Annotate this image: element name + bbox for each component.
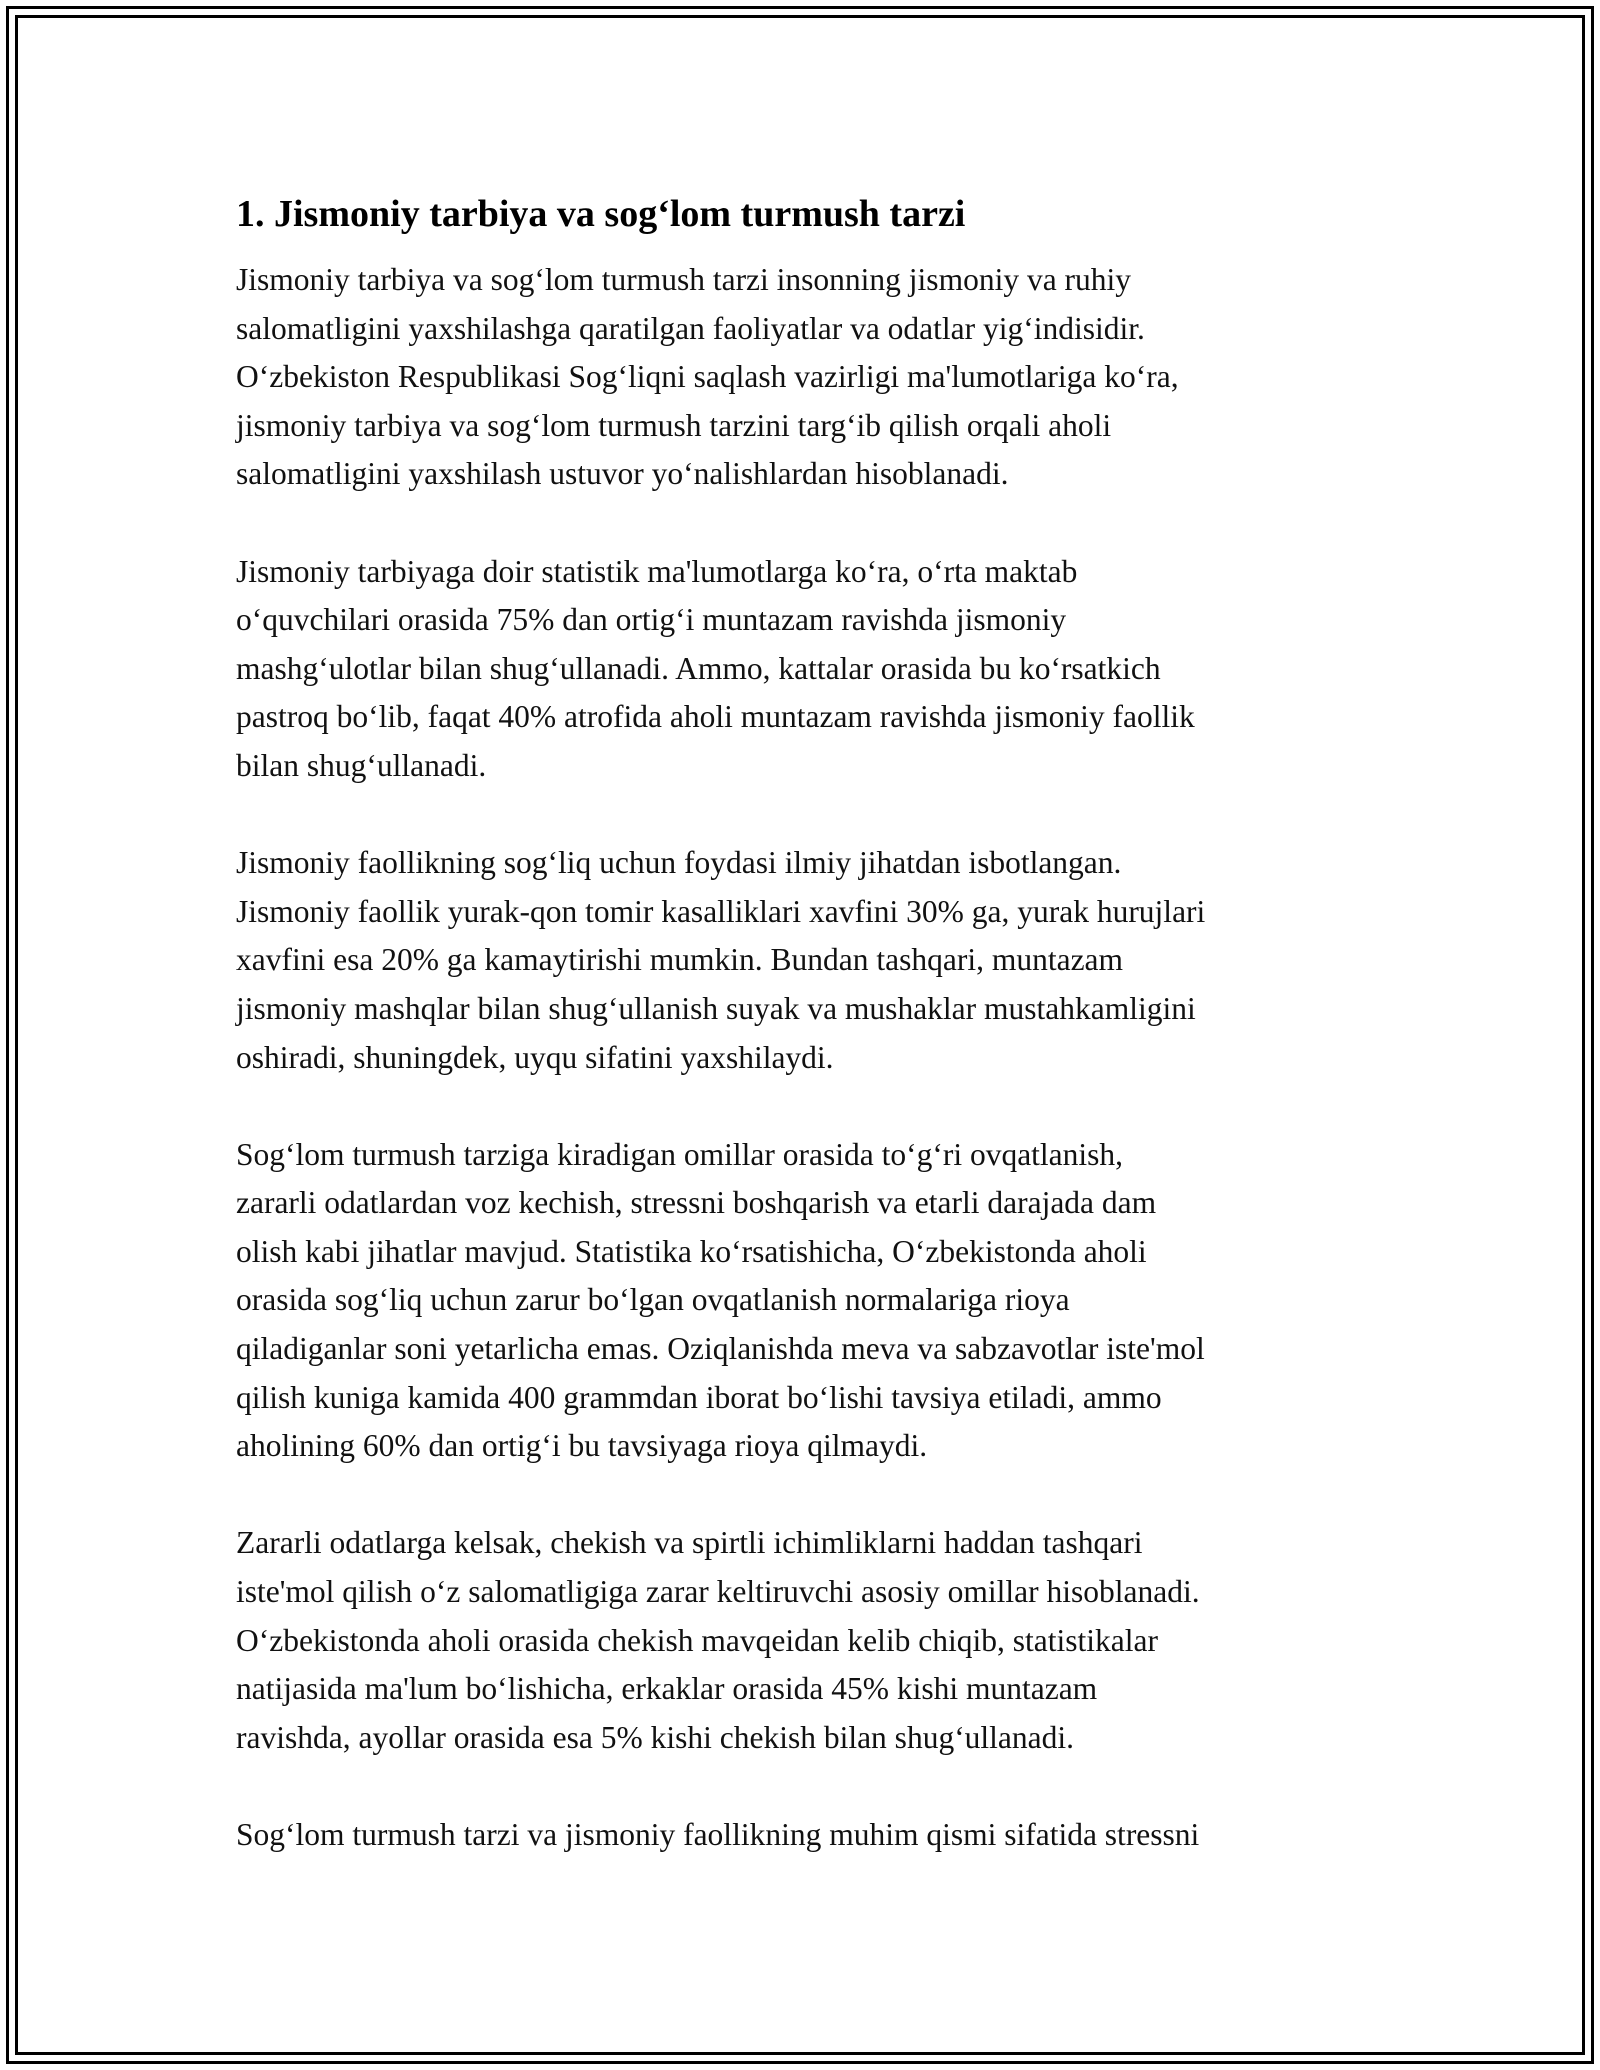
text-line: natijasida ma'lum bo‘lishicha, erkaklar orasida 45% kishi muntazam (236, 1671, 1098, 1707)
paragraph-container (236, 256, 1396, 1860)
text-line: olish kabi jihatlar mavjud. Statistika ko‘rsatishicha, O‘zbekistonda aholi (236, 1233, 1147, 1269)
document-body (236, 186, 1396, 1908)
text-line: Jismoniy tarbiya va sog‘lom turmush tarzi insonning jismoniy va ruhiy (236, 262, 1132, 297)
paragraph (236, 1131, 1396, 1471)
text-line: iste'mol qilish o‘z salomatligiga zarar keltiruvchi asosiy omillar hisoblanadi. (236, 1574, 1200, 1610)
text-line: Zararli odatlarga kelsak, chekish va spirtli ichimliklarni haddan tashqari (236, 1525, 1143, 1561)
text-line: mashg‘ulotlar bilan shug‘ullanadi. Ammo, kattalar orasida bu ko‘rsatkich (236, 650, 1161, 686)
text-line: O‘zbekiston Respublikasi Sog‘liqni saqlash vazirligi ma'lumotlariga ko‘ra, (236, 359, 1179, 395)
text-line: xavfini esa 20% ga kamaytirishi mumkin. Bundan tashqari, muntazam (236, 942, 1124, 978)
paragraph (236, 839, 1396, 1082)
text-line: oshiradi, shuningdek, uyqu sifatini yaxshilaydi. (236, 1039, 834, 1075)
text-line: qilish kuniga kamida 400 grammdan iborat bo‘lishi tavsiya etiladi, ammo (236, 1379, 1162, 1415)
text-line: Sog‘lom turmush tarziga kiradigan omillar orasida to‘g‘ri ovqatlanish, (236, 1136, 1124, 1172)
text-line: Jismoniy tarbiyaga doir statistik ma'lumotlarga ko‘ra, o‘rta maktab (236, 553, 1078, 589)
text-line: pastroq bo‘lib, faqat 40% atrofida aholi muntazam ravishda jismoniy faollik (236, 699, 1195, 735)
text-line: salomatligini yaxshilash ustuvor yo‘nalishlardan hisoblanadi. (236, 456, 1009, 492)
text-line: bilan shug‘ullanadi. (236, 747, 487, 783)
paragraph (236, 256, 1396, 499)
text-line: O‘zbekistonda aholi orasida chekish mavqeidan kelib chiqib, statistikalar (236, 1622, 1158, 1658)
paragraph (236, 548, 1396, 791)
text-line: ravishda, ayollar orasida esa 5% kishi chekish bilan shug‘ullanadi. (236, 1719, 1075, 1755)
text-line: salomatligini yaxshilashga qaratilgan faoliyatlar va odatlar yig‘indisidir. (236, 310, 1145, 346)
paragraph (236, 1519, 1396, 1762)
text-line: jismoniy mashqlar bilan shug‘ullanish suyak va mushaklar mustahkamligini (236, 990, 1196, 1026)
paragraph (236, 1811, 1396, 1860)
text-line: qiladiganlar soni yetarlicha emas. Oziqlanishda meva va sabzavotlar iste'mol (236, 1331, 1205, 1367)
section-heading: 1. Jismoniy tarbiya va sog‘lom turmush tarzi (236, 193, 966, 235)
text-line: zararli odatlardan voz kechish, stressni boshqarish va etarli darajada dam (236, 1185, 1157, 1221)
text-line: o‘quvchilari orasida 75% dan ortig‘i muntazam ravishda jismoniy (236, 602, 1067, 638)
text-line: Jismoniy faollikning sog‘liq uchun foydasi ilmiy jihatdan isbotlangan. (236, 845, 1122, 881)
text-line: Sog‘lom turmush tarzi va jismoniy faollikning muhim qismi sifatida stressni (236, 1817, 1200, 1852)
text-line: jismoniy tarbiya va sog‘lom turmush tarzini targ‘ib qilish orqali aholi (236, 407, 1112, 443)
text-line: Jismoniy faollik yurak-qon tomir kasalliklari xavfini 30% ga, yurak hurujlari (236, 893, 1206, 929)
text-line: aholining 60% dan ortig‘i bu tavsiyaga rioya qilmaydi. (236, 1428, 928, 1464)
text-line: orasida sog‘liq uchun zarur bo‘lgan ovqatlanish normalariga rioya (236, 1282, 1070, 1318)
